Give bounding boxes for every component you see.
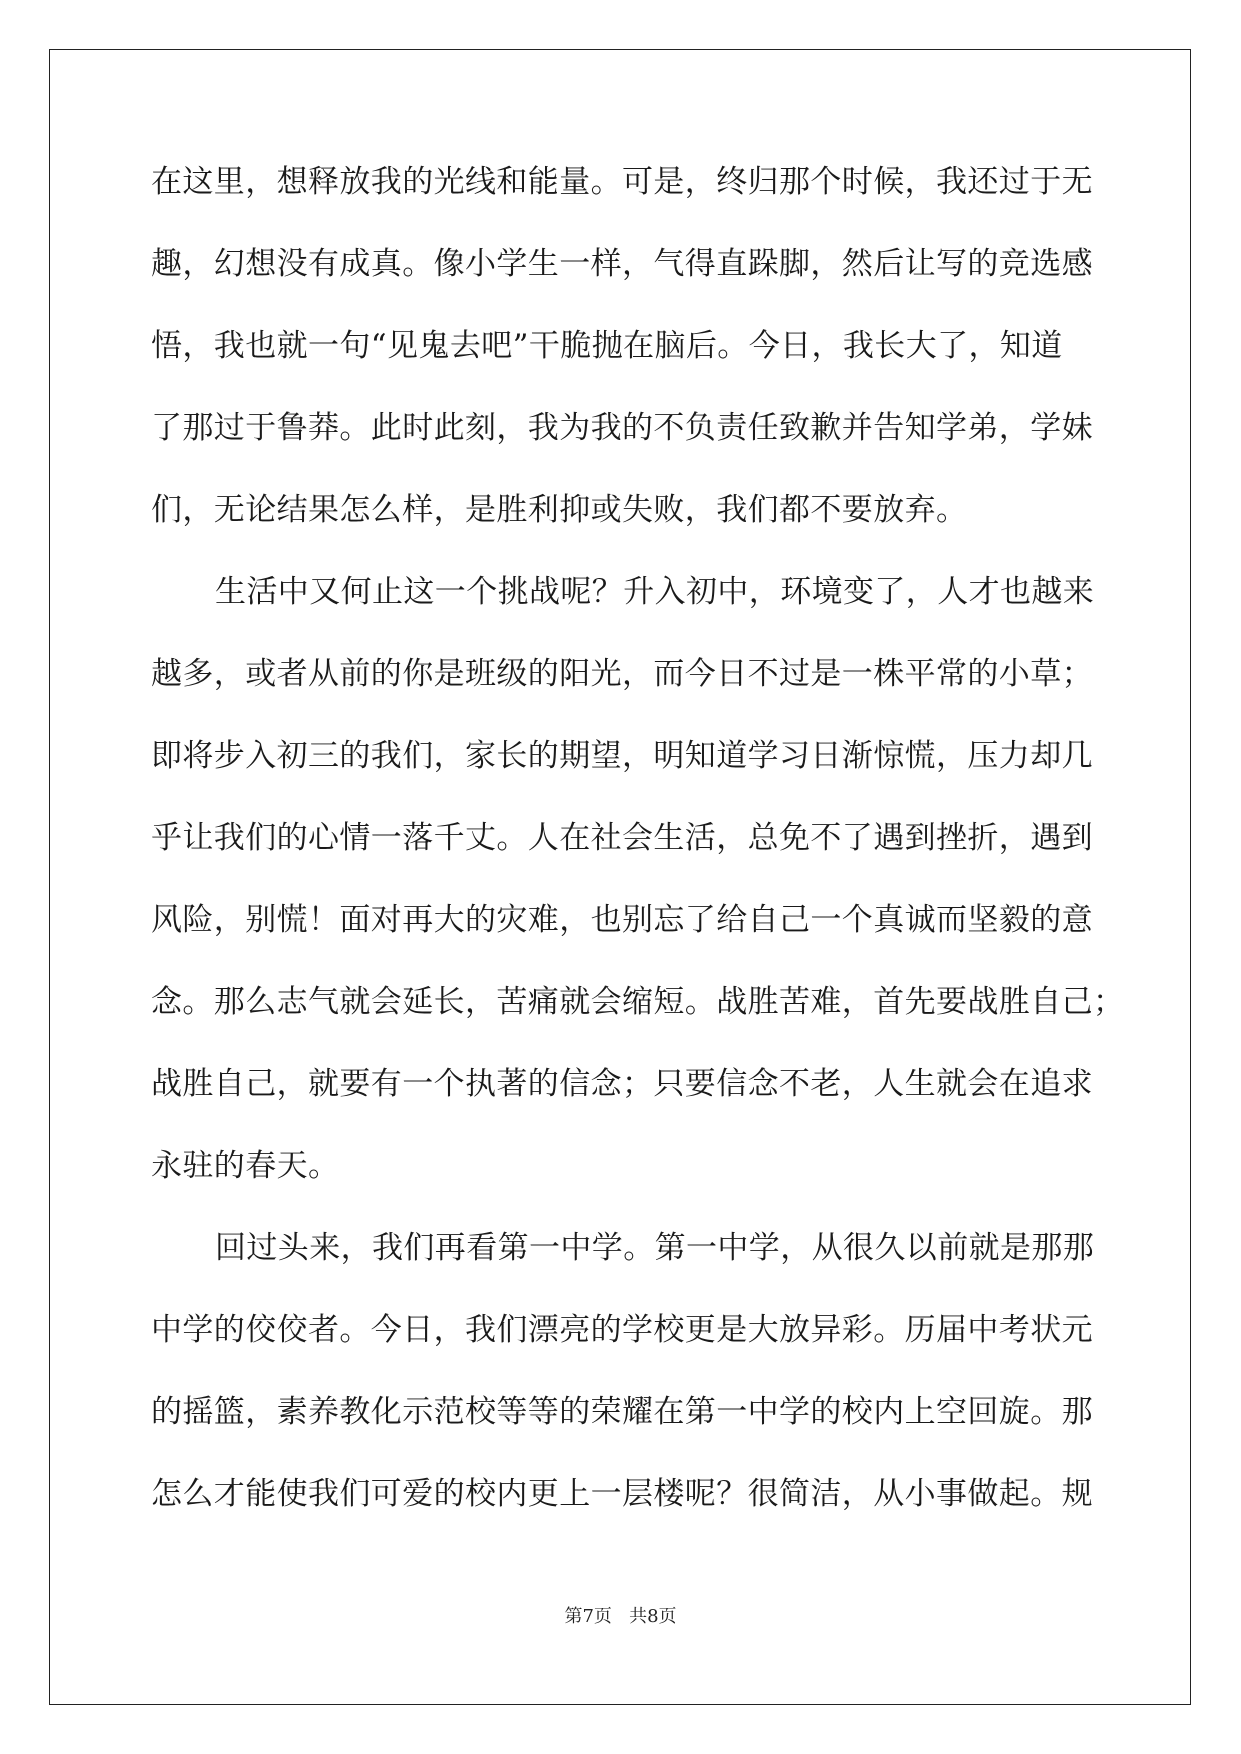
text-line: 怎么才能使我们可爱的校内更上一层楼呢？很简洁，从小事做起。规	[151, 1476, 1093, 1512]
page-total: 共8页	[629, 1606, 677, 1627]
text-line: 风险，别慌！面对再大的灾难，也别忘了给自己一个真诚而坚毅的意	[151, 902, 1093, 938]
document-body	[151, 158, 1125, 1552]
text-line: 战胜自己，就要有一个执著的信念；只要信念不老，人生就会在追求	[151, 1066, 1093, 1102]
text-line: 趣，幻想没有成真。像小学生一样，气得直跺脚，然后让写的竞选感	[151, 246, 1093, 282]
text-line: 即将步入初三的我们，家长的期望，明知道学习日渐惊慌，压力却几	[151, 738, 1093, 774]
paragraph-first-line: 生活中又何止这一个挑战呢？升入初中，环境变了，人才也越来	[215, 574, 1095, 610]
paragraph-first-line: 回过头来，我们再看第一中学。第一中学，从很久以前就是那那	[215, 1230, 1095, 1266]
text-line: 乎让我们的心情一落千丈。人在社会生活，总免不了遇到挫折，遇到	[151, 820, 1093, 856]
text-line: 在这里，想释放我的光线和能量。可是，终归那个时候，我还过于无	[151, 164, 1093, 200]
page-number: 第7页	[564, 1606, 612, 1627]
text-line: 的摇篮，素养教化示范校等等的荣耀在第一中学的校内上空回旋。那	[151, 1394, 1093, 1430]
text-line: 们，无论结果怎么样，是胜利抑或失败，我们都不要放弃。	[151, 492, 968, 528]
text-line: 永驻的春天。	[151, 1148, 340, 1184]
text-line: 念。那么志气就会延长，苦痛就会缩短。战胜苦难，首先要战胜自己；	[151, 984, 1125, 1020]
page-footer	[0, 1602, 1241, 1628]
text-line: 了那过于鲁莽。此时此刻，我为我的不负责任致歉并告知学弟，学妹	[151, 410, 1093, 446]
text-line: 越多，或者从前的你是班级的阳光，而今日不过是一株平常的小草；	[151, 656, 1093, 692]
text-line: 悟，我也就一句“见鬼去吧”干脆抛在脑后。今日，我长大了，知道	[151, 328, 1063, 364]
text-line: 中学的佼佼者。今日，我们漂亮的学校更是大放异彩。历届中考状元	[151, 1312, 1093, 1348]
